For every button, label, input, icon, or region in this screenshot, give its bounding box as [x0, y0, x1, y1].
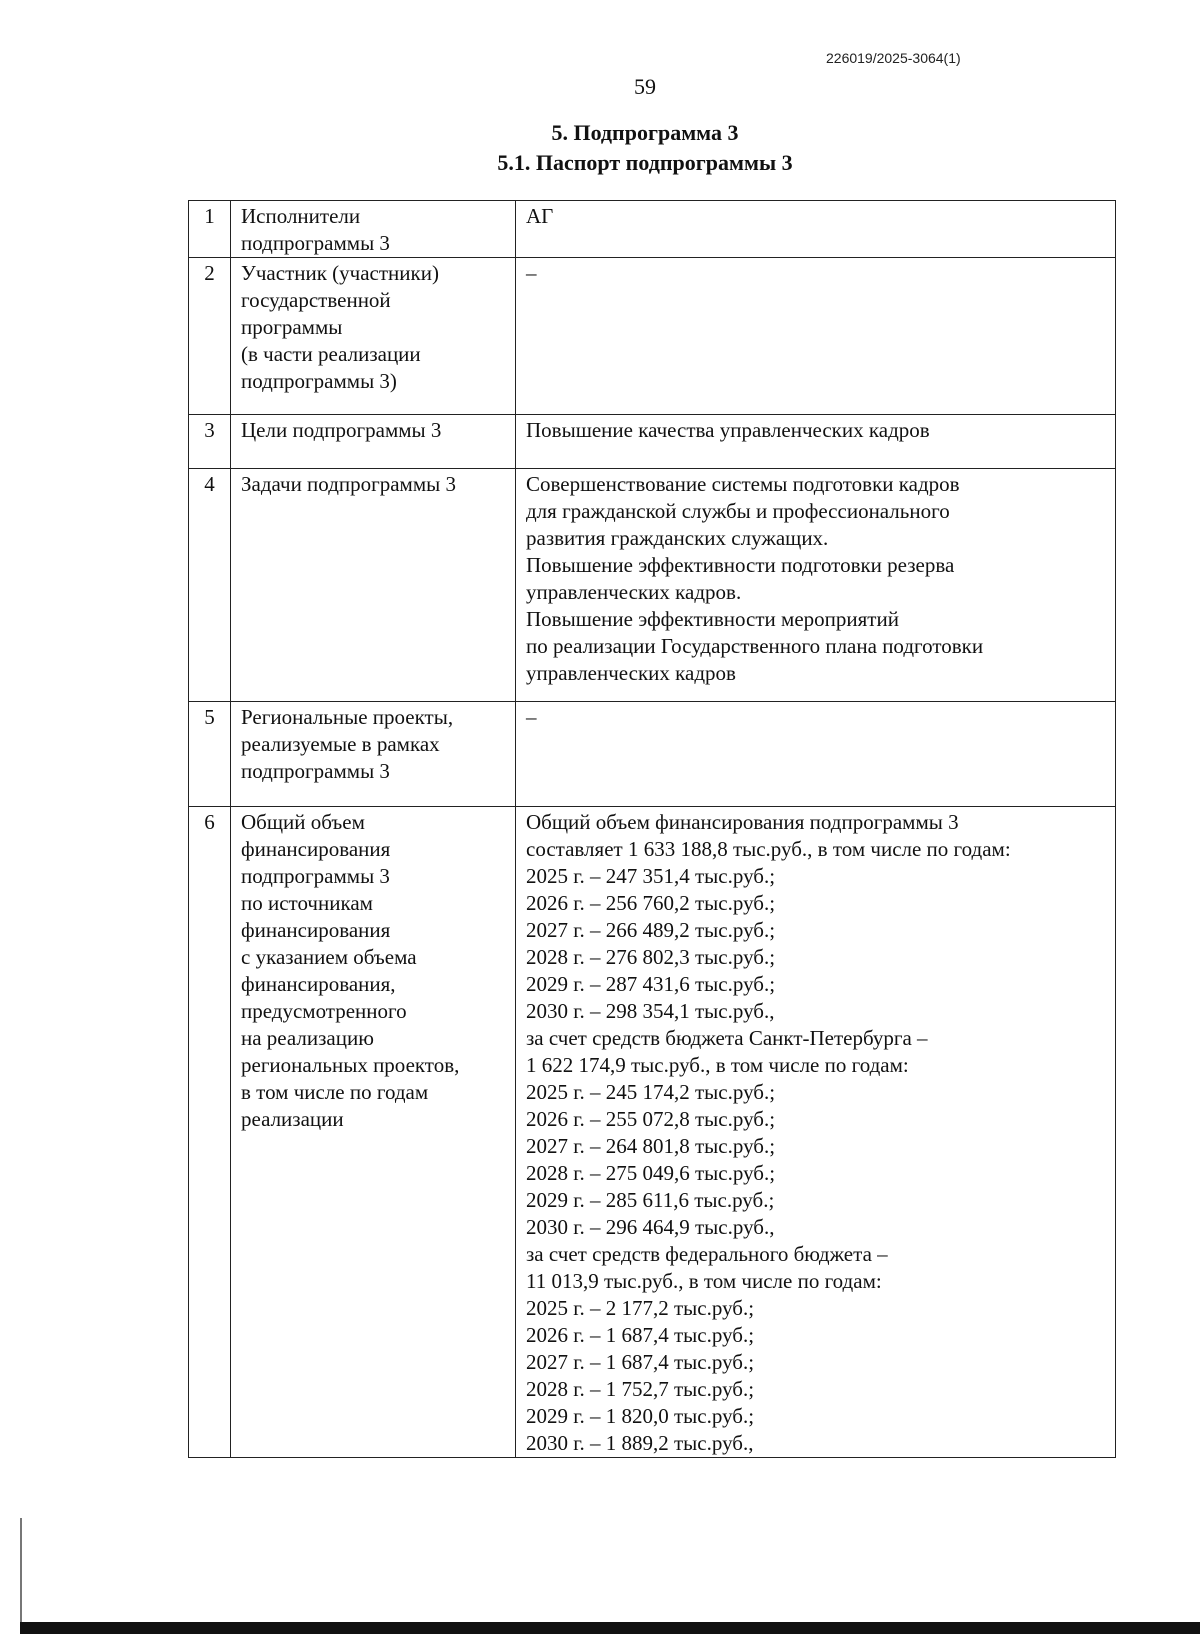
value-line: 2028 г. – 1 752,7 тыс.руб.; — [526, 1377, 755, 1401]
value-line: составляет 1 633 188,8 тыс.руб., в том числе по годам: — [526, 837, 1011, 861]
value-line: 2027 г. – 266 489,2 тыс.руб.; — [526, 918, 776, 942]
value-line: за счет средств бюджета Санкт-Петербурга – — [526, 1026, 928, 1050]
passport-table — [188, 200, 1116, 1458]
parameter-cell — [231, 415, 516, 469]
parameter-line: Задачи подпрограммы 3 — [241, 472, 456, 496]
scan-bottom-border — [20, 1622, 1200, 1634]
value-line: – — [526, 261, 537, 285]
value-line: Повышение эффективности подготовки резерва — [526, 553, 955, 577]
parameter-cell — [231, 469, 516, 702]
value-line: развития гражданских служащих. — [526, 526, 829, 550]
value-line: – — [526, 705, 537, 729]
table-row — [189, 201, 1116, 258]
value-line: 2026 г. – 255 072,8 тыс.руб.; — [526, 1107, 776, 1131]
value-cell — [516, 415, 1116, 469]
table-row — [189, 415, 1116, 469]
parameter-line: финансирования — [241, 918, 391, 942]
parameter-line: Исполнители — [241, 204, 361, 228]
parameter-line: подпрограммы 3) — [241, 369, 397, 393]
parameter-line: (в части реализации — [241, 342, 421, 366]
value-line: 2029 г. – 287 431,6 тыс.руб.; — [526, 972, 776, 996]
value-line: Повышение эффективности мероприятий — [526, 607, 899, 631]
value-line: Общий объем финансирования подпрограммы 3 — [526, 810, 959, 834]
parameter-line: с указанием объема — [241, 945, 417, 969]
parameter-cell — [231, 702, 516, 807]
parameter-line: на реализацию — [241, 1026, 374, 1050]
parameter-line: по источникам — [241, 891, 373, 915]
value-cell — [516, 807, 1116, 1458]
parameter-line: подпрограммы 3 — [241, 864, 390, 888]
value-line: 2026 г. – 1 687,4 тыс.руб.; — [526, 1323, 755, 1347]
parameter-line: подпрограммы 3 — [241, 231, 390, 255]
parameter-cell — [231, 201, 516, 258]
table-row — [189, 258, 1116, 415]
value-line: 11 013,9 тыс.руб., в том числе по годам: — [526, 1269, 882, 1293]
value-line: 2026 г. – 256 760,2 тыс.руб.; — [526, 891, 776, 915]
parameter-line: государственной — [241, 288, 391, 312]
value-cell — [516, 469, 1116, 702]
value-line: Совершенствование системы подготовки кадров — [526, 472, 960, 496]
value-line: 2030 г. – 1 889,2 тыс.руб., — [526, 1431, 754, 1455]
value-line: 2025 г. – 247 351,4 тыс.руб.; — [526, 864, 776, 888]
row-number: 2 — [189, 258, 231, 415]
row-number: 3 — [189, 415, 231, 469]
parameter-line: региональных проектов, — [241, 1053, 460, 1077]
subsection-title: 5.1. Паспорт подпрограммы 3 — [497, 150, 793, 175]
scan-edge-line — [20, 1518, 22, 1628]
parameter-line: Региональные проекты, — [241, 705, 454, 729]
row-number: 1 — [189, 201, 231, 258]
parameter-line: программы — [241, 315, 343, 339]
parameter-line: реализуемые в рамках — [241, 732, 440, 756]
value-line: управленческих кадров. — [526, 580, 742, 604]
parameter-line: финансирования — [241, 837, 391, 861]
value-line: АГ — [526, 204, 554, 228]
value-line: 1 622 174,9 тыс.руб., в том числе по годам: — [526, 1053, 909, 1077]
value-line: 2025 г. – 245 174,2 тыс.руб.; — [526, 1080, 776, 1104]
value-line: 2029 г. – 1 820,0 тыс.руб.; — [526, 1404, 755, 1428]
value-cell — [516, 201, 1116, 258]
value-line: 2030 г. – 298 354,1 тыс.руб., — [526, 999, 775, 1023]
value-cell — [516, 702, 1116, 807]
parameter-line: подпрограммы 3 — [241, 759, 390, 783]
table-row — [189, 469, 1116, 702]
value-cell — [516, 258, 1116, 415]
value-line: 2027 г. – 1 687,4 тыс.руб.; — [526, 1350, 755, 1374]
parameter-cell — [231, 807, 516, 1458]
parameter-line: финансирования, — [241, 972, 396, 996]
row-number: 6 — [189, 807, 231, 1458]
value-line: 2028 г. – 276 802,3 тыс.руб.; — [526, 945, 776, 969]
row-number: 4 — [189, 469, 231, 702]
parameter-line: в том числе по годам — [241, 1080, 429, 1104]
value-line: управленческих кадров — [526, 661, 736, 685]
document-id: 226019/2025-3064(1) — [826, 50, 961, 66]
value-line: 2027 г. – 264 801,8 тыс.руб.; — [526, 1134, 776, 1158]
table-row — [189, 702, 1116, 807]
table-row — [189, 807, 1116, 1458]
value-line: 2028 г. – 275 049,6 тыс.руб.; — [526, 1161, 776, 1185]
value-line: Повышение качества управленческих кадров — [526, 418, 930, 442]
value-line: 2029 г. – 285 611,6 тыс.руб.; — [526, 1188, 775, 1212]
row-number: 5 — [189, 702, 231, 807]
parameter-line: Цели подпрограммы 3 — [241, 418, 442, 442]
parameter-line: предусмотренного — [241, 999, 407, 1023]
value-line: 2030 г. – 296 464,9 тыс.руб., — [526, 1215, 775, 1239]
value-line: 2025 г. – 2 177,2 тыс.руб.; — [526, 1296, 755, 1320]
value-line: за счет средств федерального бюджета – — [526, 1242, 888, 1266]
parameter-line: Общий объем — [241, 810, 365, 834]
parameter-line: реализации — [241, 1107, 344, 1131]
page-number: 59 — [634, 74, 656, 99]
value-line: для гражданской службы и профессионального — [526, 499, 950, 523]
value-line: по реализации Государственного плана подготовки — [526, 634, 984, 658]
parameter-cell — [231, 258, 516, 415]
parameter-line: Участник (участники) — [241, 261, 439, 285]
section-title: 5. Подпрограмма 3 — [551, 120, 739, 145]
